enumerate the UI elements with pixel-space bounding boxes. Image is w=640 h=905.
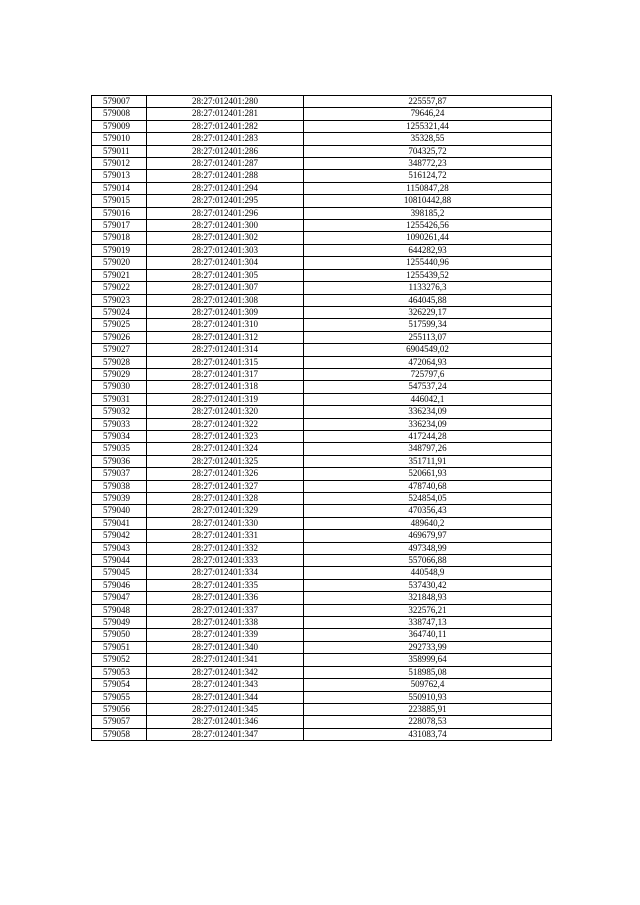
table-row — [92, 567, 552, 579]
value-cell: 1255321,44 — [304, 120, 552, 132]
cadastral-number-cell: 28:27:012401:330 — [147, 517, 304, 529]
row-number-cell: 579052 — [92, 654, 147, 666]
table-row — [92, 443, 552, 455]
row-number-cell: 579049 — [92, 617, 147, 629]
table-row — [92, 96, 552, 108]
row-number-cell: 579057 — [92, 716, 147, 728]
row-number-cell: 579029 — [92, 368, 147, 380]
row-number-cell: 579051 — [92, 641, 147, 653]
cadastral-number-cell: 28:27:012401:341 — [147, 654, 304, 666]
table-row — [92, 368, 552, 380]
table-row — [92, 133, 552, 145]
cadastral-number-cell: 28:27:012401:333 — [147, 555, 304, 567]
table-row — [92, 641, 552, 653]
row-number-cell: 579035 — [92, 443, 147, 455]
row-number-cell: 579013 — [92, 170, 147, 182]
table-row — [92, 220, 552, 232]
value-cell: 225557,87 — [304, 96, 552, 108]
table-row — [92, 468, 552, 480]
cadastral-number-cell: 28:27:012401:281 — [147, 108, 304, 120]
cadastral-number-cell: 28:27:012401:310 — [147, 319, 304, 331]
table-row — [92, 691, 552, 703]
value-cell: 478740,68 — [304, 480, 552, 492]
cadastral-number-cell: 28:27:012401:329 — [147, 505, 304, 517]
cadastral-number-cell: 28:27:012401:331 — [147, 530, 304, 542]
value-cell: 1150847,28 — [304, 182, 552, 194]
value-cell: 1090261,44 — [304, 232, 552, 244]
table-row — [92, 703, 552, 715]
table-row — [92, 530, 552, 542]
value-cell: 326229,17 — [304, 306, 552, 318]
cadastral-number-cell: 28:27:012401:288 — [147, 170, 304, 182]
table-row — [92, 319, 552, 331]
cadastral-number-cell: 28:27:012401:318 — [147, 381, 304, 393]
cadastral-number-cell: 28:27:012401:338 — [147, 617, 304, 629]
row-number-cell: 579033 — [92, 418, 147, 430]
value-cell: 336234,09 — [304, 406, 552, 418]
cadastral-number-cell: 28:27:012401:303 — [147, 244, 304, 256]
cadastral-number-cell: 28:27:012401:320 — [147, 406, 304, 418]
value-cell: 550910,93 — [304, 691, 552, 703]
row-number-cell: 579021 — [92, 269, 147, 281]
value-cell: 524854,05 — [304, 493, 552, 505]
cadastral-number-cell: 28:27:012401:324 — [147, 443, 304, 455]
row-number-cell: 579008 — [92, 108, 147, 120]
value-cell: 351711,91 — [304, 455, 552, 467]
row-number-cell: 579050 — [92, 629, 147, 641]
cadastral-number-cell: 28:27:012401:334 — [147, 567, 304, 579]
value-cell: 6904549,02 — [304, 344, 552, 356]
value-cell: 518985,08 — [304, 666, 552, 678]
row-number-cell: 579028 — [92, 356, 147, 368]
row-number-cell: 579042 — [92, 530, 147, 542]
value-cell: 79646,24 — [304, 108, 552, 120]
table-row — [92, 679, 552, 691]
value-cell: 520661,93 — [304, 468, 552, 480]
table-row — [92, 716, 552, 728]
table-row — [92, 493, 552, 505]
cadastral-number-cell: 28:27:012401:286 — [147, 145, 304, 157]
row-number-cell: 579010 — [92, 133, 147, 145]
row-number-cell: 579019 — [92, 244, 147, 256]
row-number-cell: 579048 — [92, 604, 147, 616]
value-cell: 336234,09 — [304, 418, 552, 430]
cadastral-number-cell: 28:27:012401:280 — [147, 96, 304, 108]
table-row — [92, 666, 552, 678]
table-row — [92, 282, 552, 294]
value-cell: 223885,91 — [304, 703, 552, 715]
row-number-cell: 579018 — [92, 232, 147, 244]
value-cell: 440548,9 — [304, 567, 552, 579]
row-number-cell: 579053 — [92, 666, 147, 678]
table-row — [92, 542, 552, 554]
table-row — [92, 617, 552, 629]
value-cell: 1255439,52 — [304, 269, 552, 281]
row-number-cell: 579025 — [92, 319, 147, 331]
cadastral-number-cell: 28:27:012401:294 — [147, 182, 304, 194]
cadastral-number-cell: 28:27:012401:327 — [147, 480, 304, 492]
cadastral-number-cell: 28:27:012401:309 — [147, 306, 304, 318]
row-number-cell: 579031 — [92, 393, 147, 405]
cadastral-number-cell: 28:27:012401:295 — [147, 195, 304, 207]
row-number-cell: 579016 — [92, 207, 147, 219]
table-row — [92, 505, 552, 517]
value-cell: 1133276,3 — [304, 282, 552, 294]
row-number-cell: 579037 — [92, 468, 147, 480]
table-row — [92, 517, 552, 529]
table-row — [92, 108, 552, 120]
table-row — [92, 393, 552, 405]
cadastral-number-cell: 28:27:012401:340 — [147, 641, 304, 653]
table-row — [92, 604, 552, 616]
row-number-cell: 579024 — [92, 306, 147, 318]
cadastral-number-cell: 28:27:012401:335 — [147, 579, 304, 591]
cadastral-number-cell: 28:27:012401:337 — [147, 604, 304, 616]
value-cell: 10810442,88 — [304, 195, 552, 207]
value-cell: 497348,99 — [304, 542, 552, 554]
value-cell: 417244,28 — [304, 430, 552, 442]
table-row — [92, 120, 552, 132]
row-number-cell: 579034 — [92, 430, 147, 442]
value-cell: 517599,34 — [304, 319, 552, 331]
value-cell: 1255426,56 — [304, 220, 552, 232]
table-row — [92, 145, 552, 157]
table-body — [92, 96, 552, 741]
value-cell: 644282,93 — [304, 244, 552, 256]
value-cell: 489640,2 — [304, 517, 552, 529]
cadastral-number-cell: 28:27:012401:315 — [147, 356, 304, 368]
value-cell: 516124,72 — [304, 170, 552, 182]
cadastral-number-cell: 28:27:012401:304 — [147, 257, 304, 269]
cadastral-number-cell: 28:27:012401:287 — [147, 158, 304, 170]
table-row — [92, 182, 552, 194]
row-number-cell: 579012 — [92, 158, 147, 170]
row-number-cell: 579047 — [92, 592, 147, 604]
row-number-cell: 579007 — [92, 96, 147, 108]
value-cell: 469679,97 — [304, 530, 552, 542]
row-number-cell: 579015 — [92, 195, 147, 207]
cadastral-number-cell: 28:27:012401:326 — [147, 468, 304, 480]
table-row — [92, 170, 552, 182]
cadastral-number-cell: 28:27:012401:347 — [147, 728, 304, 740]
table-row — [92, 629, 552, 641]
cadastral-number-cell: 28:27:012401:342 — [147, 666, 304, 678]
table-row — [92, 331, 552, 343]
table-row — [92, 306, 552, 318]
cadastral-number-cell: 28:27:012401:300 — [147, 220, 304, 232]
table-row — [92, 579, 552, 591]
cadastral-number-cell: 28:27:012401:317 — [147, 368, 304, 380]
cadastral-number-cell: 28:27:012401:283 — [147, 133, 304, 145]
value-cell: 255113,07 — [304, 331, 552, 343]
table-row — [92, 592, 552, 604]
table-row — [92, 269, 552, 281]
value-cell: 547537,24 — [304, 381, 552, 393]
cadastral-number-cell: 28:27:012401:344 — [147, 691, 304, 703]
row-number-cell: 579036 — [92, 455, 147, 467]
row-number-cell: 579023 — [92, 294, 147, 306]
table-row — [92, 654, 552, 666]
row-number-cell: 579026 — [92, 331, 147, 343]
cadastral-value-table — [91, 95, 552, 741]
row-number-cell: 579022 — [92, 282, 147, 294]
row-number-cell: 579020 — [92, 257, 147, 269]
value-cell: 358999,64 — [304, 654, 552, 666]
value-cell: 292733,99 — [304, 641, 552, 653]
cadastral-number-cell: 28:27:012401:325 — [147, 455, 304, 467]
row-number-cell: 579009 — [92, 120, 147, 132]
table-row — [92, 728, 552, 740]
table-row — [92, 294, 552, 306]
cadastral-number-cell: 28:27:012401:314 — [147, 344, 304, 356]
cadastral-number-cell: 28:27:012401:339 — [147, 629, 304, 641]
table-row — [92, 344, 552, 356]
value-cell: 338747,13 — [304, 617, 552, 629]
cadastral-number-cell: 28:27:012401:322 — [147, 418, 304, 430]
value-cell: 725797,6 — [304, 368, 552, 380]
row-number-cell: 579032 — [92, 406, 147, 418]
row-number-cell: 579030 — [92, 381, 147, 393]
table-row — [92, 418, 552, 430]
table-row — [92, 356, 552, 368]
row-number-cell: 579011 — [92, 145, 147, 157]
row-number-cell: 579040 — [92, 505, 147, 517]
cadastral-number-cell: 28:27:012401:307 — [147, 282, 304, 294]
value-cell: 431083,74 — [304, 728, 552, 740]
table-row — [92, 455, 552, 467]
cadastral-number-cell: 28:27:012401:319 — [147, 393, 304, 405]
table-row — [92, 381, 552, 393]
row-number-cell: 579043 — [92, 542, 147, 554]
cadastral-number-cell: 28:27:012401:302 — [147, 232, 304, 244]
value-cell: 35328,55 — [304, 133, 552, 145]
table-row — [92, 232, 552, 244]
row-number-cell: 579058 — [92, 728, 147, 740]
table-row — [92, 480, 552, 492]
table-row — [92, 257, 552, 269]
row-number-cell: 579054 — [92, 679, 147, 691]
cadastral-number-cell: 28:27:012401:345 — [147, 703, 304, 715]
value-cell: 1255440,96 — [304, 257, 552, 269]
value-cell: 398185,2 — [304, 207, 552, 219]
row-number-cell: 579055 — [92, 691, 147, 703]
row-number-cell: 579014 — [92, 182, 147, 194]
value-cell: 228078,53 — [304, 716, 552, 728]
table-row — [92, 555, 552, 567]
value-cell: 321848,93 — [304, 592, 552, 604]
cadastral-number-cell: 28:27:012401:323 — [147, 430, 304, 442]
cadastral-number-cell: 28:27:012401:312 — [147, 331, 304, 343]
cadastral-number-cell: 28:27:012401:305 — [147, 269, 304, 281]
value-cell: 472064,93 — [304, 356, 552, 368]
value-cell: 464045,88 — [304, 294, 552, 306]
value-cell: 322576,21 — [304, 604, 552, 616]
cadastral-number-cell: 28:27:012401:296 — [147, 207, 304, 219]
value-cell: 348797,26 — [304, 443, 552, 455]
value-cell: 704325,72 — [304, 145, 552, 157]
cadastral-number-cell: 28:27:012401:282 — [147, 120, 304, 132]
table-row — [92, 430, 552, 442]
cadastral-number-cell: 28:27:012401:336 — [147, 592, 304, 604]
table-row — [92, 406, 552, 418]
cadastral-number-cell: 28:27:012401:328 — [147, 493, 304, 505]
table-row — [92, 244, 552, 256]
row-number-cell: 579041 — [92, 517, 147, 529]
row-number-cell: 579027 — [92, 344, 147, 356]
table-row — [92, 195, 552, 207]
value-cell: 348772,23 — [304, 158, 552, 170]
value-cell: 509762,4 — [304, 679, 552, 691]
table-row — [92, 207, 552, 219]
value-cell: 470356,43 — [304, 505, 552, 517]
value-cell: 446042,1 — [304, 393, 552, 405]
row-number-cell: 579039 — [92, 493, 147, 505]
cadastral-number-cell: 28:27:012401:332 — [147, 542, 304, 554]
row-number-cell: 579045 — [92, 567, 147, 579]
cadastral-number-cell: 28:27:012401:308 — [147, 294, 304, 306]
value-cell: 537430,42 — [304, 579, 552, 591]
row-number-cell: 579017 — [92, 220, 147, 232]
value-cell: 364740,11 — [304, 629, 552, 641]
cadastral-number-cell: 28:27:012401:346 — [147, 716, 304, 728]
row-number-cell: 579046 — [92, 579, 147, 591]
row-number-cell: 579056 — [92, 703, 147, 715]
table-row — [92, 158, 552, 170]
row-number-cell: 579038 — [92, 480, 147, 492]
row-number-cell: 579044 — [92, 555, 147, 567]
cadastral-number-cell: 28:27:012401:343 — [147, 679, 304, 691]
value-cell: 557066,88 — [304, 555, 552, 567]
